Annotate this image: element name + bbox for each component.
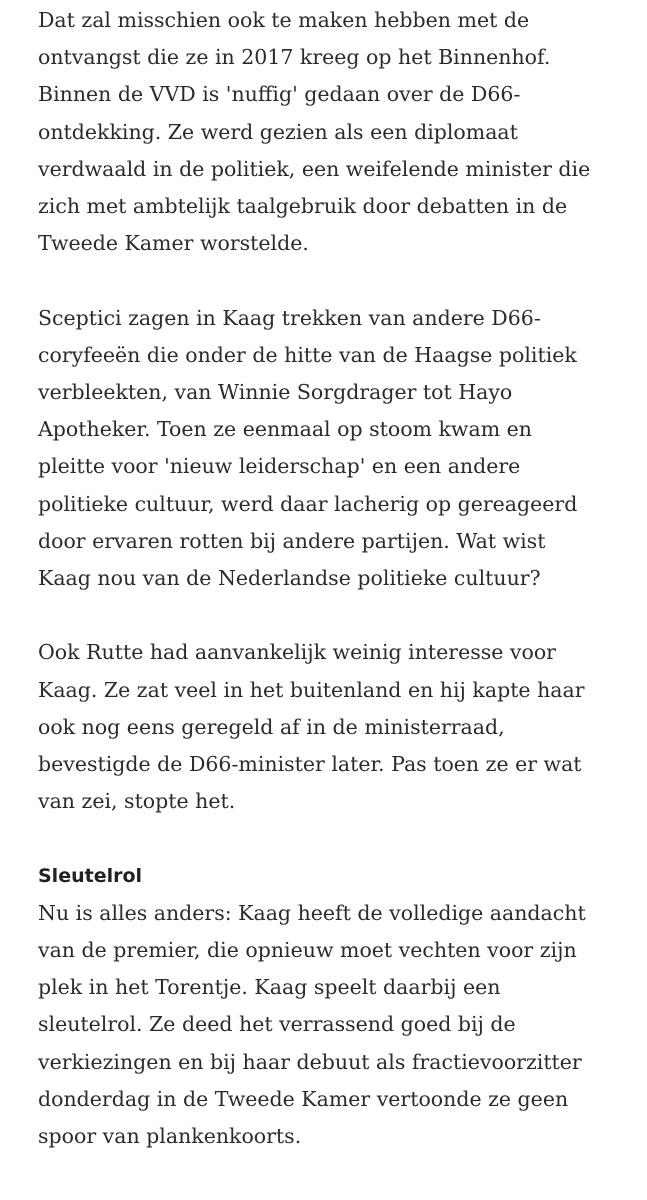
text-line: van de premier, die opnieuw moet vechten voor zijn bbox=[38, 938, 577, 963]
text-line: pleitte voor 'nieuw leiderschap' en een andere bbox=[38, 454, 521, 479]
text-line: Tweede Kamer worstelde. bbox=[38, 231, 309, 256]
text-line: Apotheker. Toen ze eenmaal op stoom kwam en bbox=[38, 417, 532, 442]
text-line: ontdekking. Ze werd gezien als een diplomaat bbox=[38, 119, 518, 144]
text-line: zich met ambtelijk taalgebruik door debatten in de bbox=[38, 194, 568, 219]
text-line: spoor van plankenkoorts. bbox=[38, 1124, 302, 1149]
text-line: Kaag. Ze zat veel in het buitenland en hij kapte haar bbox=[38, 677, 585, 702]
text-line: Sceptici zagen in Kaag trekken van andere D66- bbox=[38, 305, 541, 330]
text-line: coryfeeën die onder de hitte van de Haagse politiek bbox=[38, 342, 577, 367]
paragraph-3 bbox=[38, 634, 638, 820]
text-line: door ervaren rotten bij andere partijen. Wat wist bbox=[38, 528, 546, 553]
text-line: verbleekten, van Winnie Sorgdrager tot Hayo bbox=[38, 380, 513, 405]
text-line: donderdag in de Tweede Kamer vertoonde ze geen bbox=[38, 1086, 569, 1111]
text-line: Binnen de VVD is 'nuffig' gedaan over de D66- bbox=[38, 82, 521, 107]
article-body bbox=[38, 2, 638, 1155]
text-line: Kaag nou van de Nederlandse politieke cultuur? bbox=[38, 566, 541, 591]
text-line: verkiezingen en bij haar debuut als fractievoorzitter bbox=[38, 1049, 582, 1074]
text-line: plek in het Torentje. Kaag speelt daarbij een bbox=[38, 975, 501, 1000]
text-line: Dat zal misschien ook te maken hebben met de bbox=[38, 8, 530, 32]
paragraph-1 bbox=[38, 2, 638, 262]
paragraph-4 bbox=[38, 895, 638, 1155]
text-line: ook nog eens geregeld af in de ministerraad, bbox=[38, 714, 505, 739]
section-heading: Sleutelrol bbox=[38, 864, 143, 887]
text-line: Nu is alles anders: Kaag heeft de volledige aandacht bbox=[38, 900, 586, 925]
text-line: sleutelrol. Ze deed het verrassend goed bij de bbox=[38, 1012, 516, 1037]
text-line: Ook Rutte had aanvankelijk weinig interesse voor bbox=[38, 640, 556, 665]
text-line: van zei, stopte het. bbox=[38, 789, 236, 814]
text-line: verdwaald in de politiek, een weifelende minister die bbox=[38, 156, 591, 181]
paragraph-2 bbox=[38, 300, 638, 598]
text-line: politieke cultuur, werd daar lacherig op gereageerd bbox=[38, 491, 578, 516]
section-sleutelrol bbox=[38, 858, 638, 1156]
text-line: bevestigde de D66-minister later. Pas toen ze er wat bbox=[38, 752, 582, 777]
text-line: ontvangst die ze in 2017 kreeg op het Binnenhof. bbox=[38, 45, 551, 70]
